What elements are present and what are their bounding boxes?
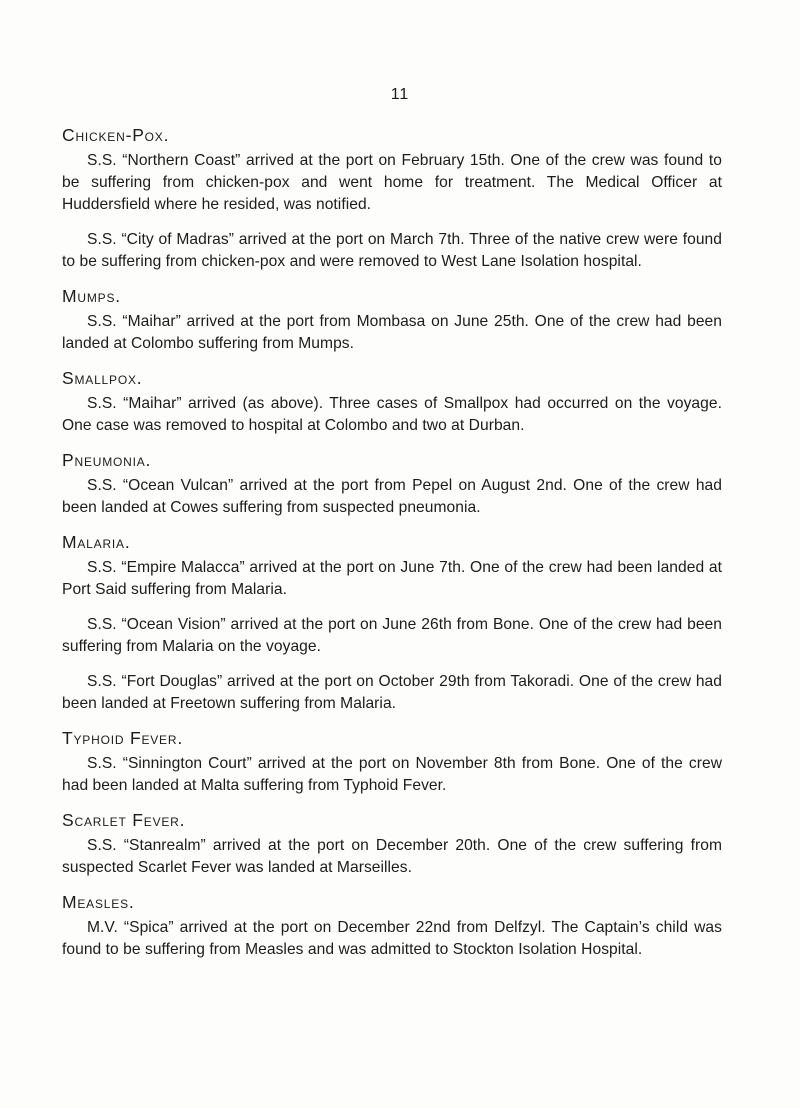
paragraph: S.S. “Northern Coast” arrived at the port on February 15th. One of the crew was found to be suffering from chicken-pox and went home for treatment. The Medical Officer at Huddersfield where he resided, was notified. bbox=[62, 152, 722, 213]
section-heading: Scarlet Fever. bbox=[62, 810, 186, 830]
section-heading: Typhoid Fever. bbox=[62, 728, 183, 748]
section-heading: Pneumonia. bbox=[62, 450, 152, 470]
paragraph: S.S. “Fort Douglas” arrived at the port on October 29th from Takoradi. One of the crew had been landed at Freetown suffering from Malaria. bbox=[62, 673, 722, 712]
section-heading: Chicken-Pox. bbox=[62, 125, 170, 145]
section-heading: Smallpox. bbox=[62, 368, 143, 388]
section-typhoid-fever bbox=[62, 727, 722, 797]
paragraph: S.S. “Ocean Vision” arrived at the port on June 26th from Bone. One of the crew had been suffering from Malaria on the voyage. bbox=[62, 616, 722, 655]
section-heading: Malaria. bbox=[62, 532, 131, 552]
page-number: 11 bbox=[390, 86, 410, 103]
paragraph: S.S. “Stanrealm” arrived at the port on December 20th. One of the crew suffering from suspected Scarlet Fever was landed at Marseilles. bbox=[62, 837, 722, 876]
section-measles bbox=[62, 891, 722, 961]
paragraph: S.S. “Maihar” arrived (as above). Three cases of Smallpox had occurred on the voyage. One case was removed to hospital at Colombo and two at Durban. bbox=[62, 395, 722, 434]
document-body bbox=[62, 124, 722, 973]
section-scarlet-fever bbox=[62, 809, 722, 879]
paragraph: S.S. “Empire Malacca” arrived at the port on June 7th. One of the crew had been landed at Port Said suffering from Malaria. bbox=[62, 559, 722, 598]
paragraph: S.S. “Sinnington Court” arrived at the port on November 8th from Bone. One of the crew had been landed at Malta suffering from Typhoid Fever. bbox=[62, 755, 722, 794]
section-heading: Measles. bbox=[62, 892, 135, 912]
section-chicken-pox bbox=[62, 124, 722, 273]
paragraph: S.S. “Ocean Vulcan” arrived at the port from Pepel on August 2nd. One of the crew had been landed at Cowes suffering from suspected pneumonia. bbox=[62, 477, 722, 516]
section-pneumonia bbox=[62, 449, 722, 519]
section-heading: Mumps. bbox=[62, 286, 121, 306]
paragraph: S.S. “Maihar” arrived at the port from Mombasa on June 25th. One of the crew had been landed at Colombo suffering from Mumps. bbox=[62, 313, 722, 352]
section-malaria bbox=[62, 531, 722, 715]
paragraph: S.S. “City of Madras” arrived at the port on March 7th. Three of the native crew were found to be suffering from chicken-pox and were removed to West Lane Isolation hospital. bbox=[62, 231, 722, 270]
section-smallpox bbox=[62, 367, 722, 437]
paragraph: M.V. “Spica” arrived at the port on December 22nd from Delfzyl. The Captain’s child was found to be suffering from Measles and was admitted to Stockton Isolation Hospital. bbox=[62, 919, 722, 958]
section-mumps bbox=[62, 285, 722, 355]
